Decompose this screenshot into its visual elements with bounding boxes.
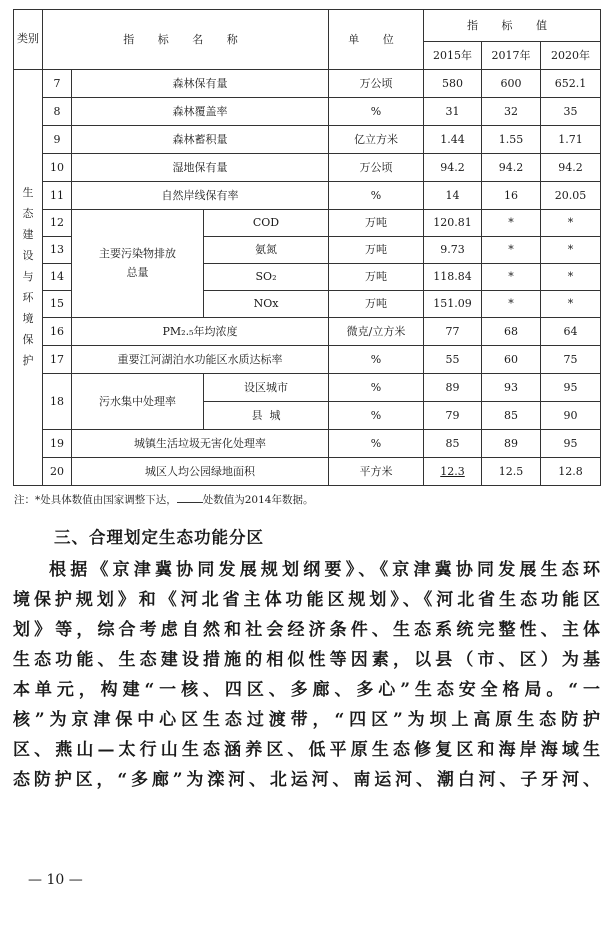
value-2017: 1.55 <box>482 126 541 154</box>
indicator-name: 城区人均公园绿地面积 <box>72 458 329 486</box>
value-2017: 16 <box>482 182 541 210</box>
table-row <box>14 458 601 486</box>
paragraph-line: 根据《京津冀协同发展规划纲要》、《京津冀协同发展生态环 <box>49 560 600 580</box>
value-2015: 94.2 <box>424 154 482 182</box>
value-2015: 580 <box>424 70 482 98</box>
indicator-name: 污水集中处理率 <box>72 374 204 430</box>
indicator-name: PM₂.₅年均浓度 <box>72 318 329 346</box>
row-number: 14 <box>43 264 72 291</box>
indicator-name: 森林蓄积量 <box>72 126 329 154</box>
pollutant-group-label: 主要污染物排放总量 <box>72 210 204 318</box>
value-2017: 94.2 <box>482 154 541 182</box>
indicator-name: 森林覆盖率 <box>72 98 329 126</box>
header-year-2017: 2017年 <box>482 42 541 70</box>
row-number: 10 <box>43 154 72 182</box>
indicator-name: 森林保有量 <box>72 70 329 98</box>
row-number: 8 <box>43 98 72 126</box>
value-2015: 151.09 <box>424 291 482 318</box>
unit-cell: % <box>329 346 424 374</box>
unit-cell: % <box>329 374 424 402</box>
table-row <box>14 210 601 237</box>
value-2020: 90 <box>541 402 601 430</box>
value-2020: * <box>541 264 601 291</box>
value-2017: 93 <box>482 374 541 402</box>
header-value: 指 标 值 <box>424 10 601 42</box>
value-2017: 32 <box>482 98 541 126</box>
value-2017: 89 <box>482 430 541 458</box>
table-row <box>14 318 601 346</box>
unit-cell: 万吨 <box>329 291 424 318</box>
value-2020: * <box>541 237 601 264</box>
value-2020: 1.71 <box>541 126 601 154</box>
value-2020: 35 <box>541 98 601 126</box>
pollutant-sub: 氨氮 <box>204 237 329 264</box>
value-2015 <box>424 458 482 486</box>
value-2017: * <box>482 291 541 318</box>
value-2017: * <box>482 237 541 264</box>
unit-cell: 平方米 <box>329 458 424 486</box>
table-note <box>14 492 604 507</box>
header-year-2020: 2020年 <box>541 42 601 70</box>
unit-cell: 万公顷 <box>329 70 424 98</box>
pollutant-sub: NOx <box>204 291 329 318</box>
value-2020: 94.2 <box>541 154 601 182</box>
paragraph-line: 划》等，综合考虑自然和社会经济条件、生态系统完整性、主体 <box>13 620 600 640</box>
note-underline-blank <box>177 492 203 503</box>
value-2020: 12.8 <box>541 458 601 486</box>
paragraph-line: 生态功能、生态建设措施的相似性等因素，以县（市、区）为基 <box>13 650 600 670</box>
unit-cell: % <box>329 98 424 126</box>
unit-cell: 万吨 <box>329 237 424 264</box>
indicator-table <box>13 9 601 486</box>
value-2020: 95 <box>541 374 601 402</box>
value-2020: 95 <box>541 430 601 458</box>
row-number: 13 <box>43 237 72 264</box>
table-row <box>14 182 601 210</box>
value-2017: 68 <box>482 318 541 346</box>
value-2015: 79 <box>424 402 482 430</box>
value-2017: 12.5 <box>482 458 541 486</box>
paragraph-line: 区、燕山—太行山生态涵养区、低平原生态修复区和海岸海域生 <box>13 740 600 760</box>
unit-cell: 亿立方米 <box>329 126 424 154</box>
row-number: 17 <box>43 346 72 374</box>
value-2017: * <box>482 210 541 237</box>
row-number: 15 <box>43 291 72 318</box>
header-category: 类别 <box>14 10 43 70</box>
row-number: 12 <box>43 210 72 237</box>
header-unit: 单 位 <box>329 10 424 70</box>
indicator-name: 自然岸线保有率 <box>72 182 329 210</box>
paragraph-line: 本单元，构建“一核、四区、多廊、多心”生态安全格局。“一 <box>13 680 600 700</box>
unit-cell: 万公顷 <box>329 154 424 182</box>
value-2020: 64 <box>541 318 601 346</box>
page-number: — 10 — <box>28 872 83 888</box>
value-2015: 118.84 <box>424 264 482 291</box>
row-number: 20 <box>43 458 72 486</box>
value-2017: 600 <box>482 70 541 98</box>
value-2020: * <box>541 210 601 237</box>
row-number: 16 <box>43 318 72 346</box>
unit-cell: % <box>329 402 424 430</box>
pollutant-sub: COD <box>204 210 329 237</box>
sub-indicator: 设区城市 <box>204 374 329 402</box>
table-row <box>14 126 601 154</box>
table-row <box>14 346 601 374</box>
row-number: 18 <box>43 374 72 430</box>
unit-cell: 万吨 <box>329 210 424 237</box>
section-heading: 三、合理划定生态功能分区 <box>54 528 264 547</box>
value-2015: 120.81 <box>424 210 482 237</box>
value-2015: 31 <box>424 98 482 126</box>
unit-cell: % <box>329 430 424 458</box>
value-2015: 1.44 <box>424 126 482 154</box>
value-2015: 77 <box>424 318 482 346</box>
unit-cell: 微克/立方米 <box>329 318 424 346</box>
body-paragraph <box>13 555 600 795</box>
indicator-name: 重要江河湖泊水功能区水质达标率 <box>72 346 329 374</box>
value-2015: 14 <box>424 182 482 210</box>
table-row <box>14 430 601 458</box>
value-2015: 85 <box>424 430 482 458</box>
pollutant-sub: SO₂ <box>204 264 329 291</box>
value-2015: 55 <box>424 346 482 374</box>
paragraph-line: 境保护规划》和《河北省主体功能区规划》、《河北省生态功能区 <box>13 590 600 610</box>
row-number: 7 <box>43 70 72 98</box>
row-number: 19 <box>43 430 72 458</box>
row-number: 11 <box>43 182 72 210</box>
header-year-2015: 2015年 <box>424 42 482 70</box>
indicator-name: 城镇生活垃圾无害化处理率 <box>72 430 329 458</box>
value-2020: 652.1 <box>541 70 601 98</box>
value-2020: 75 <box>541 346 601 374</box>
value-2015: 9.73 <box>424 237 482 264</box>
sub-indicator: 县 城 <box>204 402 329 430</box>
row-number: 9 <box>43 126 72 154</box>
table-row <box>14 70 601 98</box>
table-row <box>14 374 601 402</box>
note-text-part2: 处数值为2014年数据。 <box>202 494 314 506</box>
unit-cell: 万吨 <box>329 264 424 291</box>
category-label: 生态建设与环境保护 <box>14 70 43 486</box>
value-2015-underlined: 12.3 <box>440 464 465 478</box>
paragraph-line: 核”为京津保中心区生态过渡带，“四区”为坝上高原生态防护 <box>13 710 600 730</box>
value-2015: 89 <box>424 374 482 402</box>
unit-cell: % <box>329 182 424 210</box>
table-row <box>14 154 601 182</box>
value-2017: 60 <box>482 346 541 374</box>
paragraph-line: 态防护区，“多廊”为滦河、北运河、南运河、潮白河、子牙河、 <box>13 770 600 790</box>
header-indicator-name: 指 标 名 称 <box>43 10 329 70</box>
table-row <box>14 98 601 126</box>
indicator-name: 湿地保有量 <box>72 154 329 182</box>
value-2020: * <box>541 291 601 318</box>
value-2017: 85 <box>482 402 541 430</box>
value-2020: 20.05 <box>541 182 601 210</box>
note-text-part1: 注：*处具体数值由国家调整下达， <box>14 494 177 506</box>
value-2017: * <box>482 264 541 291</box>
